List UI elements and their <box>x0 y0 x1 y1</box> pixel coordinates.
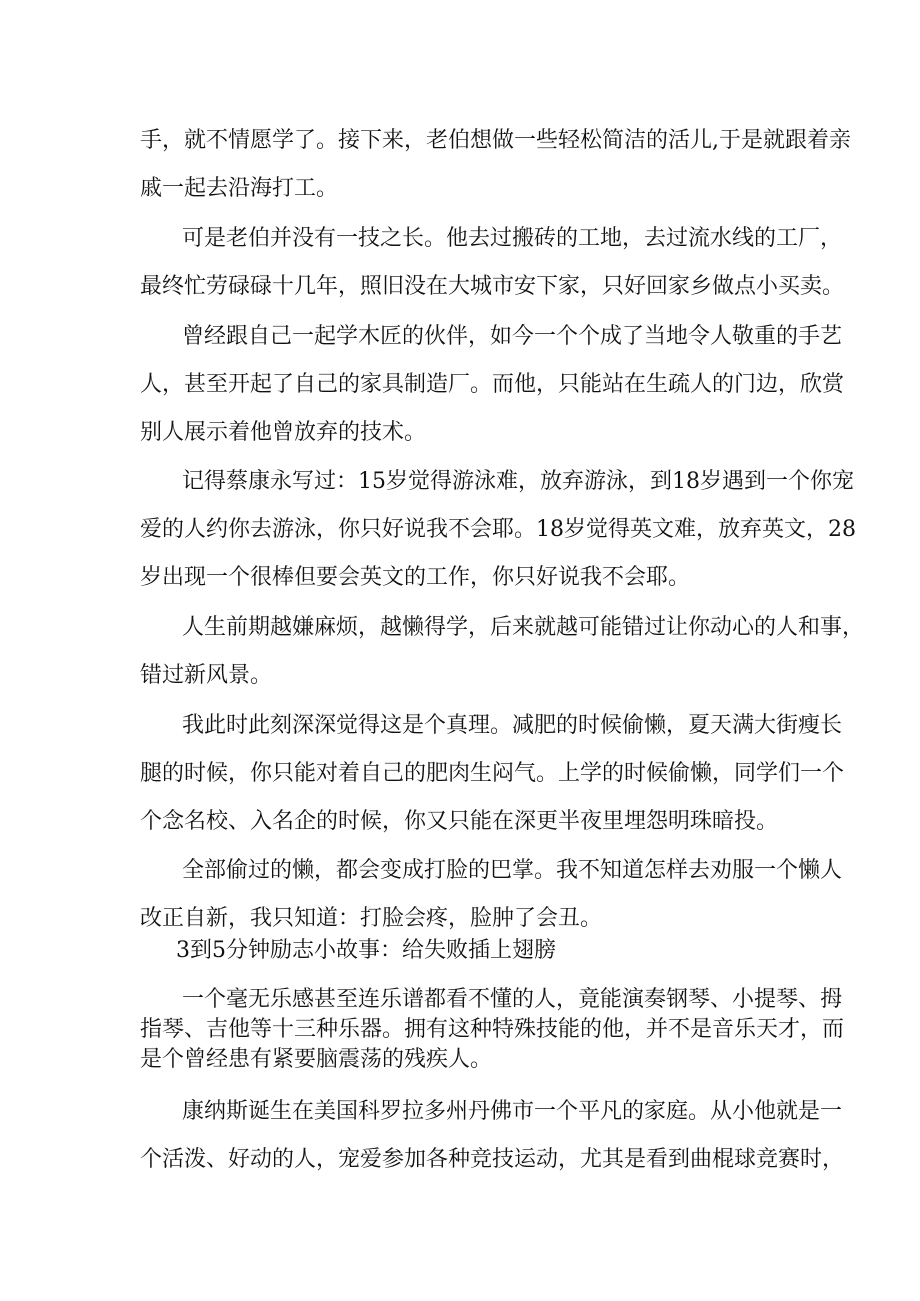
text-line: 人生前期越嫌麻烦，越懒得学，后来就越可能错过让你动心的人和事， <box>182 615 865 640</box>
text-line: 爱的人约你去游泳，你只好说我不会耶。18岁觉得英文难，放弃英文，28 <box>140 517 856 542</box>
text-line: 记得蔡康永写过：15岁觉得游泳难，放弃游泳，到18岁遇到一个你宠 <box>182 469 854 494</box>
text-line: 人，甚至开起了自己的家具制造厂。而他，只能站在生疏人的门边，欣赏 <box>140 372 845 397</box>
text-line: 一个毫无乐感甚至连乐谱都看不懂的人，竟能演奏钢琴、小提琴、拇 <box>182 987 843 1012</box>
text-line: 戚一起去沿海打工。 <box>140 176 339 201</box>
text-line: 曾经跟自己一起学木匠的伙伴，如今一个个成了当地令人敬重的手艺 <box>182 324 843 349</box>
text-line: 错过新风景。 <box>140 663 273 688</box>
text-line: 全部偷过的懒，都会变成打脸的巴掌。我不知道怎样去劝服一个懒人 <box>182 858 843 883</box>
section-heading: 3到5分钟励志小故事：给失败插上翅膀 <box>176 938 556 963</box>
text-line: 岁出现一个很棒但要会英文的工作，你只好说我不会耶。 <box>140 565 691 590</box>
text-line: 腿的时候，你只能对着自己的肥肉生闷气。上学的时候偷懒，同学们一个 <box>140 761 845 786</box>
text-line: 最终忙劳碌碌十几年，照旧没在大城市安下家，只好回家乡做点小买卖。 <box>140 274 845 299</box>
text-line: 别人展示着他曾放弃的技术。 <box>140 420 427 445</box>
text-line: 指琴、吉他等十三种乐器。拥有这种特殊技能的他，并不是音乐天才，而 <box>140 1017 845 1042</box>
text-line: 个念名校、入名企的时候，你又只能在深更半夜里埋怨明珠暗投。 <box>140 809 779 834</box>
text-line: 康纳斯诞生在美国科罗拉多州丹佛市一个平凡的家庭。从小他就是一 <box>182 1099 843 1124</box>
text-line: 我此时此刻深深觉得这是个真理。减肥的时候偷懒，夏天满大街瘦长 <box>182 713 843 738</box>
text-line: 可是老伯并没有一技之长。他去过搬砖的工地，去过流水线的工厂， <box>182 226 843 251</box>
text-line: 个活泼、好动的人，宠爱参加各种竞技运动，尤其是看到曲棍球竞赛时， <box>140 1147 845 1172</box>
text-line: 手，就不情愿学了。接下来，老伯想做一些轻松简洁的活儿,于是就跟着亲 <box>140 128 851 153</box>
text-line: 改正自新，我只知道：打脸会疼，脸肿了会丑。 <box>140 906 603 931</box>
text-line: 是个曾经患有紧要脑震荡的残疾人。 <box>140 1047 493 1072</box>
